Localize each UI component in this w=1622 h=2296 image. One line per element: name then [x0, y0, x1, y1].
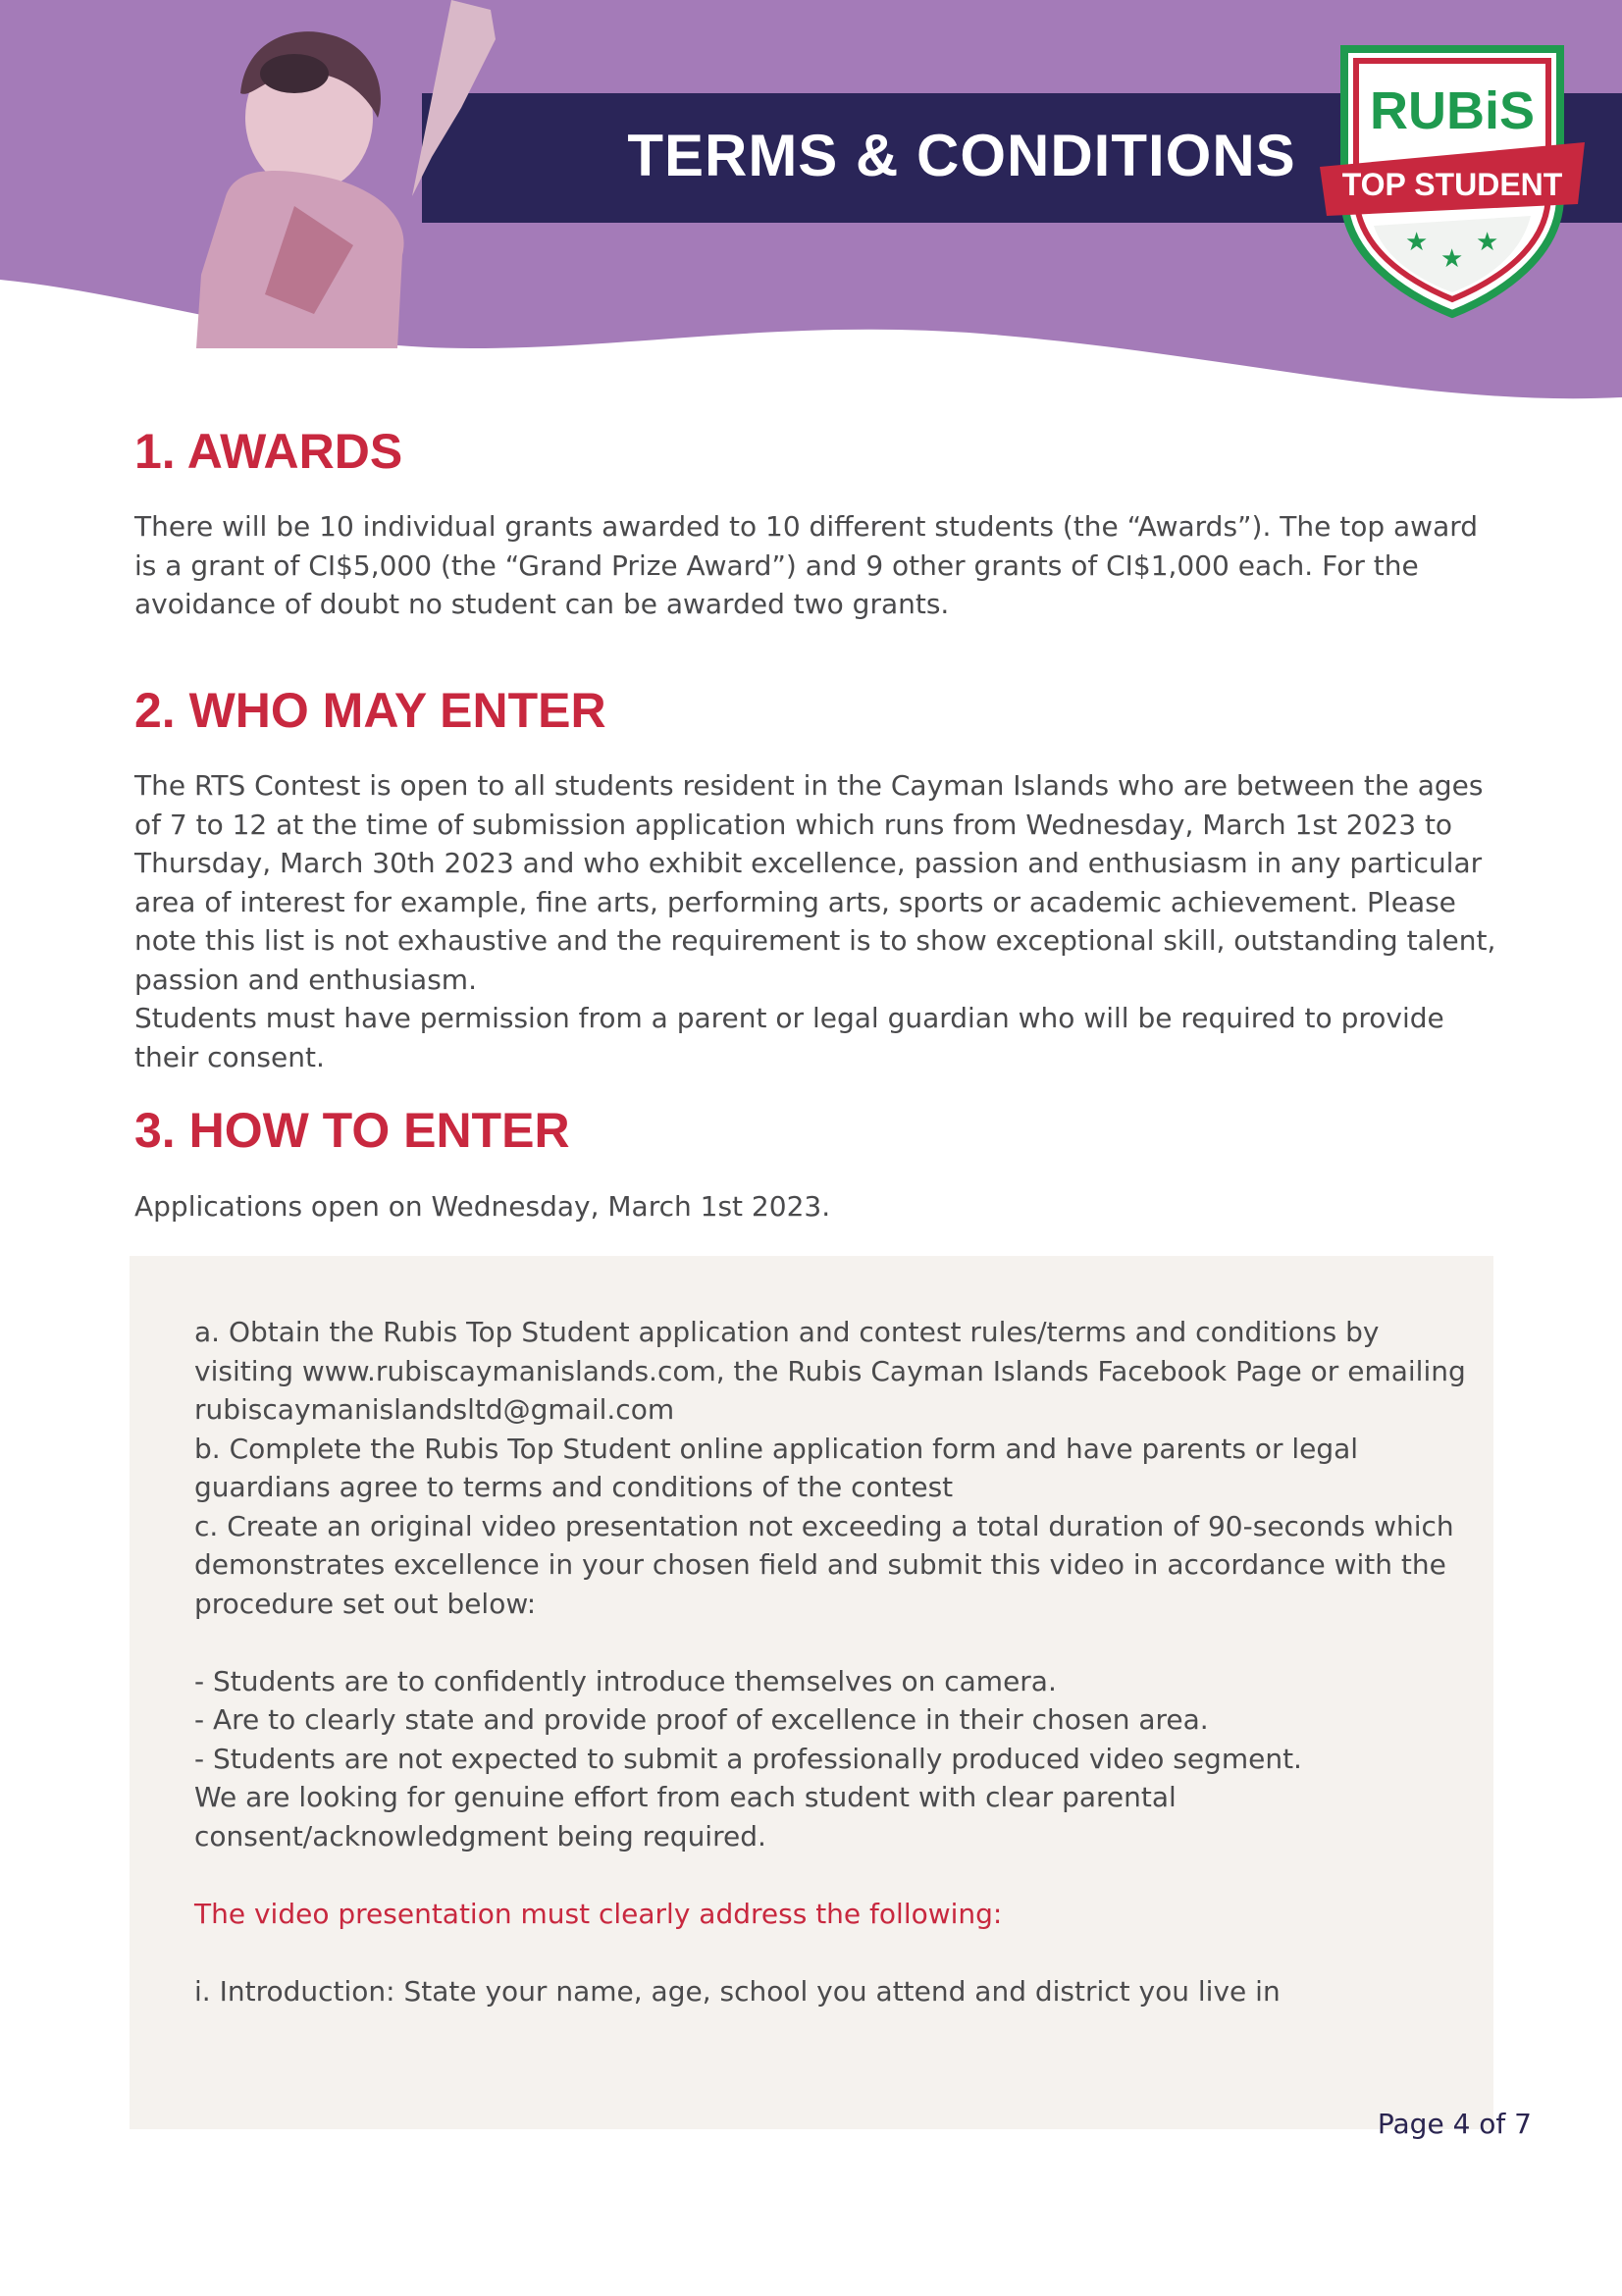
consent-note: We are looking for genuine effort from each student with clear parental consent/acknowledgment being required. — [194, 1781, 1177, 1852]
logo-subtitle: TOP STUDENT — [1341, 167, 1563, 202]
how-to-enter-body: Applications open on Wednesday, March 1st 2023. — [134, 1190, 831, 1223]
svg-text:★: ★ — [1405, 228, 1429, 257]
svg-text:★: ★ — [1440, 244, 1464, 274]
bullet-not-professional: - Students are not expected to submit a professionally produced video segment. — [194, 1742, 1302, 1775]
who-may-enter-heading: 2. WHO MAY ENTER — [134, 683, 606, 738]
page-title: TERMS & CONDITIONS — [627, 122, 1296, 188]
bullet-introduce: - Students are to confidently introduce themselves on camera. — [194, 1664, 1057, 1697]
item-introduction: i. Introduction: State your name, age, school you attend and district you live in — [194, 1974, 1281, 2008]
awards-body: There will be 10 individual grants awarded to 10 different students (the “Awards”). The top award is a grant of CI$5,000 (the “Grand Prize Award”) and 9 other grants of CI$1,000 each. For the avoidance of doubt no student can be awarded two grants. — [134, 510, 1479, 620]
who-may-enter-body: The RTS Contest is open to all students resident in the Cayman Islands who are between the ages of 7 to 12 at the time of submission application which runs from Wednesday, March 1st 2023 to Thursday, March 30th 2023 and who exhibit excellence, passion and enthusiasm in any particular area of interest for example, fine arts, performing arts, sports or academic achievement. Please note this list is not exhaustive and the requirement is to show exceptional skill, outstanding talent, passion and enthusiasm. — [134, 769, 1496, 996]
logo-brand: RUBiS — [1369, 81, 1535, 140]
bullet-proof: - Are to clearly state and provide proof of excellence in their chosen area. — [194, 1703, 1209, 1736]
who-may-enter-consent: Students must have permission from a parent or legal guardian who will be required to provide their consent. — [134, 1002, 1444, 1073]
page-number: Page 4 of 7 — [1377, 2108, 1532, 2140]
svg-text:★: ★ — [1476, 228, 1499, 257]
step-c: c. Create an original video presentation not exceeding a total duration of 90-seconds which demonstrates excellence in your chosen field and submit this video in accordance with the procedure set out below: — [194, 1509, 1454, 1620]
step-b: b. Complete the Rubis Top Student online application form and have parents or legal guardians agree to terms and conditions of the contest — [194, 1432, 1359, 1503]
header — [0, 0, 1622, 412]
awards-heading: 1. AWARDS — [134, 424, 403, 479]
how-to-enter-heading: 3. HOW TO ENTER — [134, 1103, 570, 1158]
video-requirements-heading: The video presentation must clearly address the following: — [194, 1897, 1003, 1930]
how-to-enter-steps-box — [130, 1256, 1493, 2129]
rubis-top-student-logo — [1315, 29, 1590, 324]
step-a: a. Obtain the Rubis Top Student application and contest rules/terms and conditions by visiting www.rubiscaymanislands.com, the Rubis Cayman Islands Facebook Page or emailing rubiscaymanislandsltd@gmail.com — [194, 1316, 1466, 1426]
